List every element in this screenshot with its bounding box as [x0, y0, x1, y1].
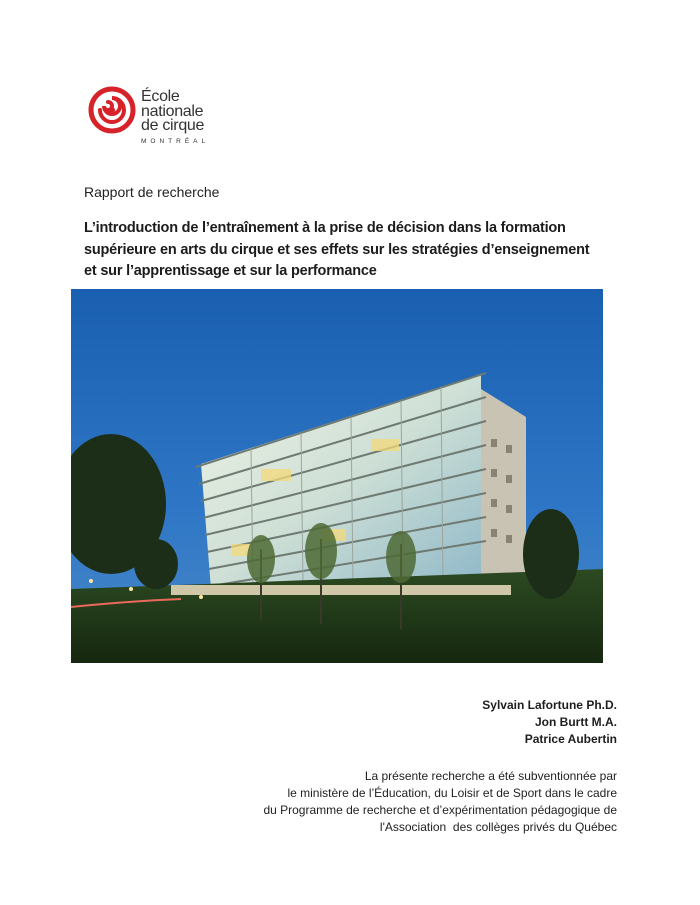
funding-note	[263, 768, 617, 836]
building-photo	[71, 289, 603, 663]
authors-block	[482, 697, 617, 748]
title-line: supérieure en arts du cirque et ses effets sur les stratégies d’enseignement	[84, 241, 590, 258]
logo-wordmark: École nationale de cirque	[141, 88, 205, 134]
logo-city: MONTRÉAL	[141, 138, 210, 145]
logo-spiral-icon	[88, 86, 140, 138]
report-title	[84, 218, 604, 283]
title-line: L’introduction de l’entraînement à la prise de décision dans la formation	[84, 220, 566, 236]
funding-line: l'Association des collèges privés du Québec	[379, 820, 617, 834]
author-name: Patrice Aubertin	[524, 732, 617, 746]
funding-line: du Programme de recherche et d’expérimentation pédagogique de	[263, 803, 617, 817]
school-logo	[88, 86, 228, 152]
funding-line: le ministère de l’Éducation, du Loisir et de Sport dans le cadre	[287, 786, 617, 800]
title-line: et sur l’apprentissage et sur la performance	[84, 263, 377, 279]
author-name: Jon Burtt M.A.	[535, 715, 617, 729]
funding-line: La présente recherche a été subventionnée par	[364, 769, 617, 783]
report-type-label: Rapport de recherche	[84, 184, 220, 200]
author-name: Sylvain Lafortune Ph.D.	[482, 698, 617, 712]
